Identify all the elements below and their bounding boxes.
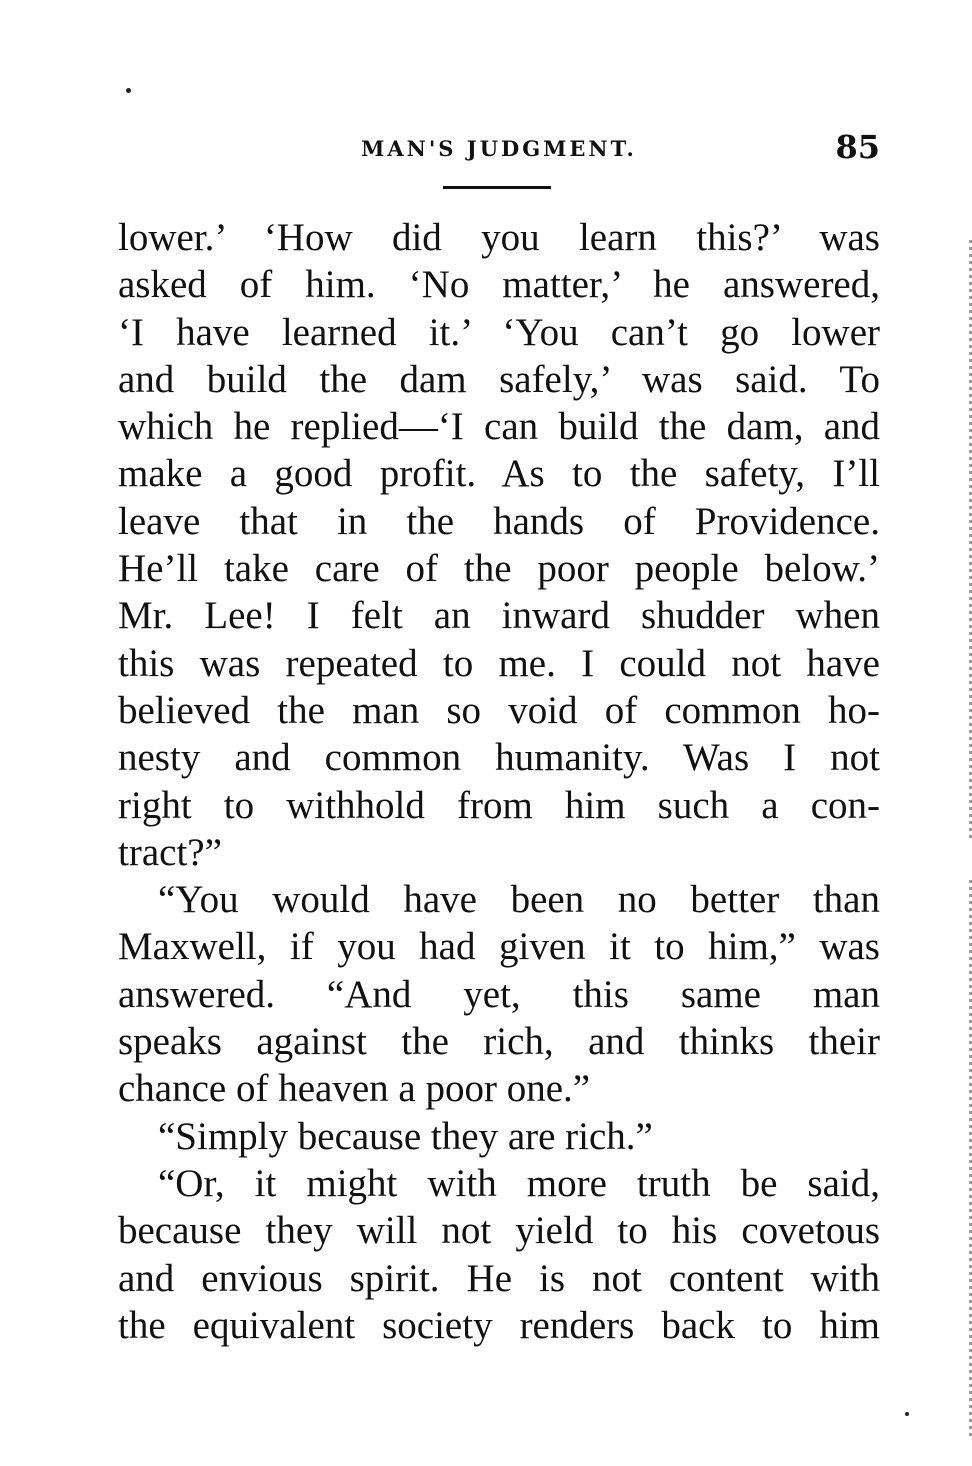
- page-header: [118, 128, 880, 168]
- text-line: Mr. Lee! I felt an inward shudder when: [118, 594, 880, 638]
- ink-speck: [905, 1412, 909, 1416]
- text-line: nesty and common humanity. Was I not: [118, 736, 880, 780]
- text-line: answered. “And yet, this same man: [118, 972, 880, 1016]
- text-line: make a good profit. As to the safety, I’ll: [118, 452, 880, 496]
- header-rule: [443, 186, 551, 189]
- text-line: chance of heaven a poor one.”: [118, 1067, 591, 1111]
- text-line: tract?”: [118, 830, 222, 874]
- body-text: [118, 214, 880, 1349]
- text-line: ‘I have learned it.’ ‘You can’t go lower: [118, 310, 880, 354]
- text-line: believed the man so void of common ho-: [118, 688, 880, 732]
- running-head: MAN'S JUDGMENT.: [361, 136, 637, 161]
- text-line: Maxwell, if you had given it to him,” was: [118, 925, 880, 969]
- text-line: “Simply because they are rich.”: [158, 1114, 653, 1158]
- ink-speck: [126, 88, 131, 93]
- text-line: right to withhold from him such a con-: [118, 783, 880, 827]
- text-line: “You would have been no better than: [158, 878, 880, 922]
- text-line: leave that in the hands of Providence.: [118, 499, 880, 543]
- text-line: the equivalent society renders back to him: [118, 1303, 880, 1347]
- text-line: which he replied—‘I can build the dam, and: [118, 405, 880, 449]
- page-number: 85: [835, 128, 880, 166]
- text-line: lower.’ ‘How did you learn this?’ was: [118, 216, 880, 259]
- text-line: and envious spirit. He is not content with: [118, 1256, 880, 1300]
- text-line: and build the dam safely,’ was said. To: [118, 357, 880, 401]
- text-line: “Or, it might with more truth be said,: [158, 1161, 880, 1205]
- text-line: He’ll take care of the poor people below.’: [118, 547, 880, 591]
- text-line: because they will not yield to his covetous: [118, 1209, 880, 1253]
- text-line: this was repeated to me. I could not have: [118, 641, 880, 685]
- text-line: asked of him. ‘No matter,’ he answered,: [118, 263, 880, 307]
- text-line: speaks against the rich, and thinks their: [118, 1020, 880, 1064]
